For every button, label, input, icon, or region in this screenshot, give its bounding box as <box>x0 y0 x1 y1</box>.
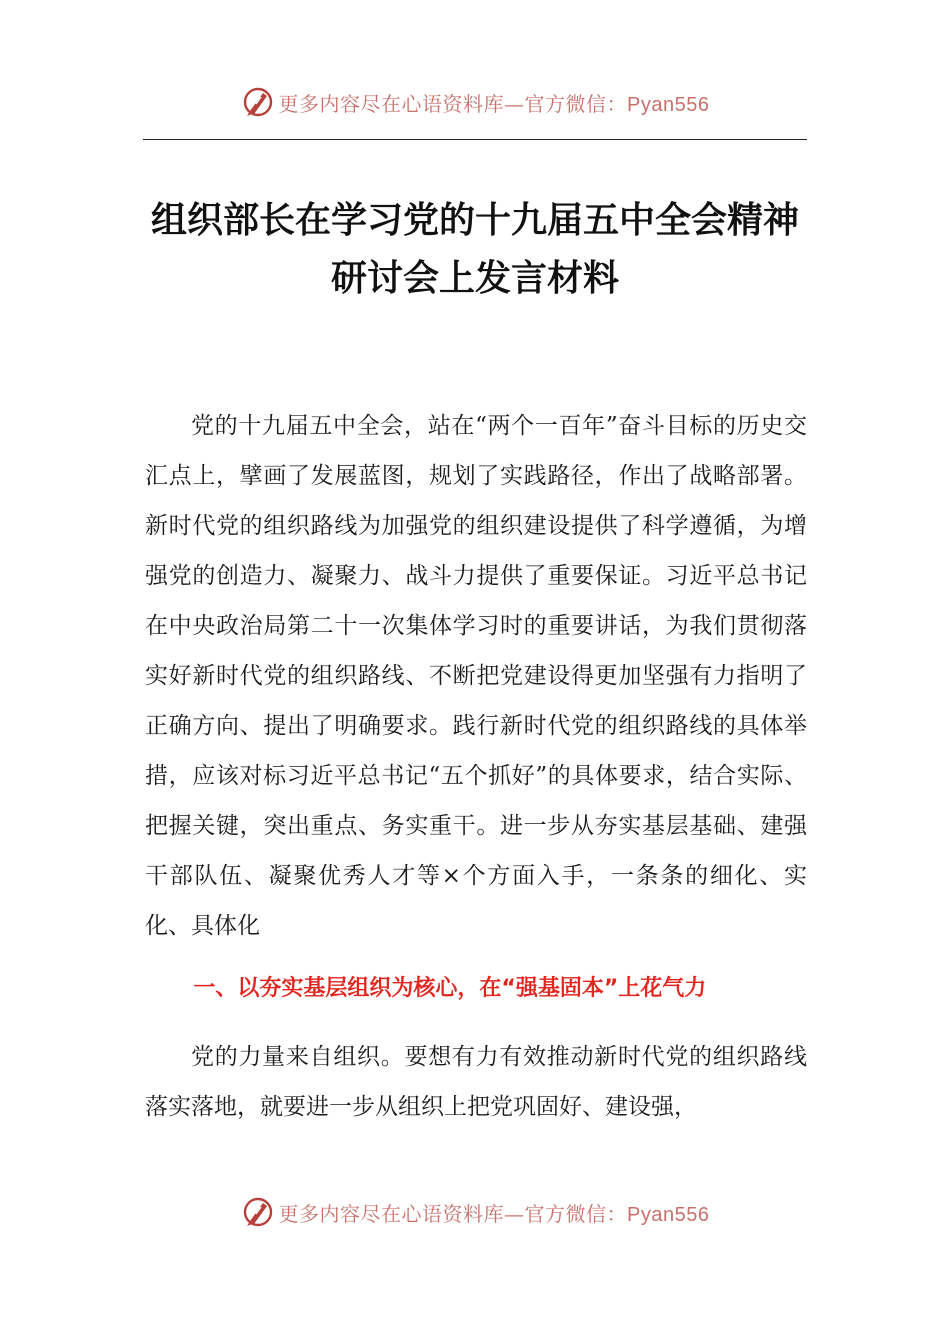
body-paragraph-1: 党的十九届五中全会，站在“两个一百年”奋斗目标的历史交汇点上，擘画了发展蓝图，规划了实践路径，作出了战略部署。新时代党的组织路线为加强党的组织建设提供了科学遵循，为增强党的创造力、凝聚力、战斗力提供了重要保证。习近平总书记在中央政治局第二十一次集体学习时的重要讲话，为我们贯彻落实好新时代党的组织路线、不断把党建设得更加坚强有力指明了正确方向、提出了明确要求。践行新时代党的组织路线的具体举措，应该对标习近平总书记“五个抓好”的具体要求，结合实际、把握关键，突出重点、务实重干。进一步从夯实基层基础、建强干部队伍、凝聚优秀人才等×个方面入手，一条条的细化、实化、具体化 <box>145 413 807 939</box>
footer-watermark <box>0 1192 950 1232</box>
watermark-contact: 官方微信： <box>524 91 628 116</box>
title-line-1: 组织部长在学习党的十九届五中全会精神 <box>150 200 799 241</box>
watermark-text <box>279 88 710 117</box>
watermark-handle: Pyan556 <box>627 93 710 116</box>
document-title <box>110 192 840 308</box>
watermark-contact: 官方微信： <box>524 1201 628 1226</box>
pen-nib-icon <box>241 1195 275 1229</box>
title-line-2: 研讨会上发言材料 <box>330 258 619 299</box>
body-paragraph-2: 党的力量来自组织。要想有力有效推动新时代党的组织路线落实落地，就要进一步从组织上把党巩固好、建设强， <box>145 1044 807 1120</box>
watermark-handle: Pyan556 <box>627 1203 710 1226</box>
watermark-text <box>279 1198 710 1227</box>
watermark-site: 更多内容尽在心语资料库 <box>278 91 505 116</box>
watermark-dash: — <box>504 1201 525 1226</box>
header-divider <box>143 139 807 140</box>
watermark-site: 更多内容尽在心语资料库 <box>278 1201 505 1226</box>
header-watermark <box>0 82 950 122</box>
watermark-dash: — <box>504 91 525 116</box>
section-heading-1: 一、以夯实基层组织为核心，在“强基固本”上花气力 <box>193 976 707 1001</box>
pen-nib-icon <box>241 85 275 119</box>
